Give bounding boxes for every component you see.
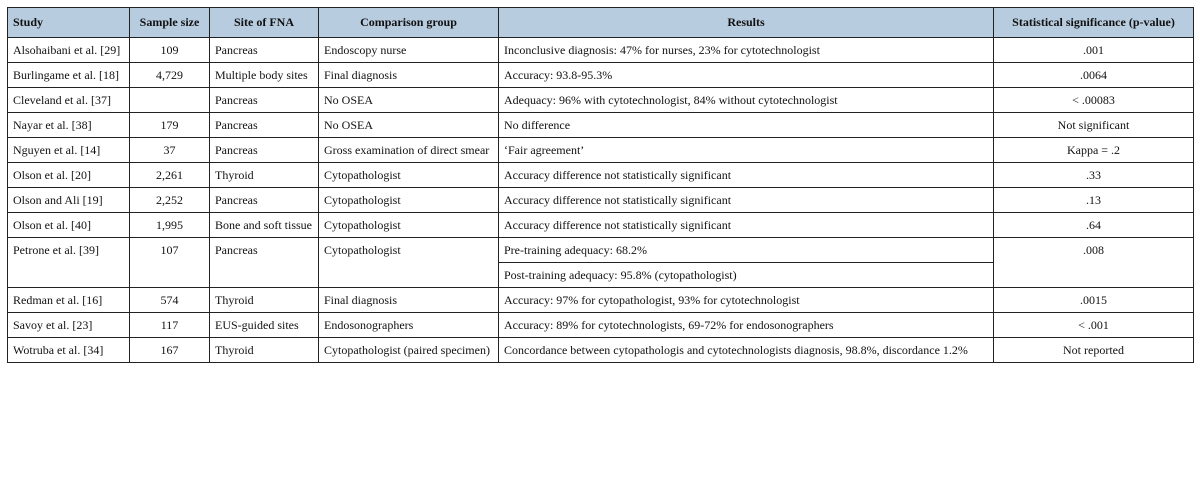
table-row bbox=[8, 138, 1194, 163]
cell-significance: .0064 bbox=[994, 63, 1194, 88]
cell-results: Accuracy difference not statistically significant bbox=[499, 213, 994, 238]
cell-significance: .13 bbox=[994, 188, 1194, 213]
cell-site: Pancreas bbox=[210, 88, 319, 113]
cell-significance: .33 bbox=[994, 163, 1194, 188]
cell-sample-size bbox=[130, 88, 210, 113]
cell-sample-size: 2,261 bbox=[130, 163, 210, 188]
cell-comparison: Final diagnosis bbox=[319, 63, 499, 88]
cell-sample-size: 109 bbox=[130, 38, 210, 63]
cell-results: Accuracy: 93.8-95.3% bbox=[499, 63, 994, 88]
cell-site: Pancreas bbox=[210, 238, 319, 288]
cell-study: Olson and Ali [19] bbox=[8, 188, 130, 213]
header-significance: Statistical significance (p-value) bbox=[994, 8, 1194, 38]
cell-study: Alsohaibani et al. [29] bbox=[8, 38, 130, 63]
cell-comparison: Cytopathologist (paired specimen) bbox=[319, 338, 499, 363]
cell-results: Accuracy: 89% for cytotechnologists, 69-72% for endosonographers bbox=[499, 313, 994, 338]
cell-site: Pancreas bbox=[210, 38, 319, 63]
header-study: Study bbox=[8, 8, 130, 38]
cell-sample-size: 1,995 bbox=[130, 213, 210, 238]
table-row bbox=[8, 38, 1194, 63]
table-container bbox=[7, 7, 1194, 363]
cell-site: Thyroid bbox=[210, 163, 319, 188]
cell-site: Pancreas bbox=[210, 138, 319, 163]
cell-sample-size: 37 bbox=[130, 138, 210, 163]
table-row bbox=[8, 163, 1194, 188]
cell-significance: < .001 bbox=[994, 313, 1194, 338]
header-site: Site of FNA bbox=[210, 8, 319, 38]
cell-significance: Kappa = .2 bbox=[994, 138, 1194, 163]
table-row bbox=[8, 238, 1194, 263]
cell-site: Thyroid bbox=[210, 288, 319, 313]
cell-comparison: Cytopathologist bbox=[319, 188, 499, 213]
cell-significance: Not reported bbox=[994, 338, 1194, 363]
cell-site: Pancreas bbox=[210, 113, 319, 138]
cell-comparison: Cytopathologist bbox=[319, 213, 499, 238]
cell-results: Accuracy: 97% for cytopathologist, 93% for cytotechnologist bbox=[499, 288, 994, 313]
table-header bbox=[8, 8, 1194, 38]
cell-results: Inconclusive diagnosis: 47% for nurses, 23% for cytotechnologist bbox=[499, 38, 994, 63]
table-row bbox=[8, 88, 1194, 113]
table-row bbox=[8, 313, 1194, 338]
cell-significance: Not significant bbox=[994, 113, 1194, 138]
cell-study: Olson et al. [20] bbox=[8, 163, 130, 188]
cell-study: Wotruba et al. [34] bbox=[8, 338, 130, 363]
table-row bbox=[8, 113, 1194, 138]
cell-study: Nayar et al. [38] bbox=[8, 113, 130, 138]
cell-significance: .001 bbox=[994, 38, 1194, 63]
cell-sample-size: 107 bbox=[130, 238, 210, 288]
cell-study: Burlingame et al. [18] bbox=[8, 63, 130, 88]
cell-sample-size: 574 bbox=[130, 288, 210, 313]
cell-sample-size: 2,252 bbox=[130, 188, 210, 213]
cell-study: Nguyen et al. [14] bbox=[8, 138, 130, 163]
study-comparison-table bbox=[7, 7, 1194, 363]
cell-comparison: Endosonographers bbox=[319, 313, 499, 338]
cell-study: Cleveland et al. [37] bbox=[8, 88, 130, 113]
cell-site: Thyroid bbox=[210, 338, 319, 363]
cell-site: Bone and soft tissue bbox=[210, 213, 319, 238]
table-row bbox=[8, 288, 1194, 313]
cell-comparison: Final diagnosis bbox=[319, 288, 499, 313]
table-row bbox=[8, 188, 1194, 213]
header-comparison: Comparison group bbox=[319, 8, 499, 38]
cell-site: Pancreas bbox=[210, 188, 319, 213]
cell-results: ‘Fair agreement’ bbox=[499, 138, 994, 163]
header-sample-size: Sample size bbox=[130, 8, 210, 38]
cell-study: Petrone et al. [39] bbox=[8, 238, 130, 288]
cell-comparison: Gross examination of direct smear bbox=[319, 138, 499, 163]
cell-significance: .64 bbox=[994, 213, 1194, 238]
cell-results: Accuracy difference not statistically significant bbox=[499, 188, 994, 213]
cell-study: Savoy et al. [23] bbox=[8, 313, 130, 338]
cell-significance: .008 bbox=[994, 238, 1194, 288]
cell-study: Redman et al. [16] bbox=[8, 288, 130, 313]
header-row bbox=[8, 8, 1194, 38]
cell-comparison: Cytopathologist bbox=[319, 163, 499, 188]
table-row bbox=[8, 63, 1194, 88]
table-row bbox=[8, 213, 1194, 238]
cell-comparison: No OSEA bbox=[319, 113, 499, 138]
table-body bbox=[8, 38, 1194, 363]
header-results: Results bbox=[499, 8, 994, 38]
cell-results: Accuracy difference not statistically significant bbox=[499, 163, 994, 188]
cell-results: Adequacy: 96% with cytotechnologist, 84% without cytotechnologist bbox=[499, 88, 994, 113]
cell-sample-size: 167 bbox=[130, 338, 210, 363]
cell-comparison: Cytopathologist bbox=[319, 238, 499, 288]
cell-significance: .0015 bbox=[994, 288, 1194, 313]
cell-results: No difference bbox=[499, 113, 994, 138]
cell-results-secondary: Post-training adequacy: 95.8% (cytopathologist) bbox=[499, 263, 994, 288]
cell-study: Olson et al. [40] bbox=[8, 213, 130, 238]
cell-sample-size: 117 bbox=[130, 313, 210, 338]
cell-comparison: Endoscopy nurse bbox=[319, 38, 499, 63]
table-row bbox=[8, 338, 1194, 363]
cell-sample-size: 4,729 bbox=[130, 63, 210, 88]
cell-results: Concordance between cytopathologis and cytotechnologists diagnosis, 98.8%, discordance 1.2% bbox=[499, 338, 994, 363]
cell-significance: < .00083 bbox=[994, 88, 1194, 113]
cell-site: Multiple body sites bbox=[210, 63, 319, 88]
cell-comparison: No OSEA bbox=[319, 88, 499, 113]
cell-site: EUS-guided sites bbox=[210, 313, 319, 338]
cell-results: Pre-training adequacy: 68.2% bbox=[499, 238, 994, 263]
cell-sample-size: 179 bbox=[130, 113, 210, 138]
